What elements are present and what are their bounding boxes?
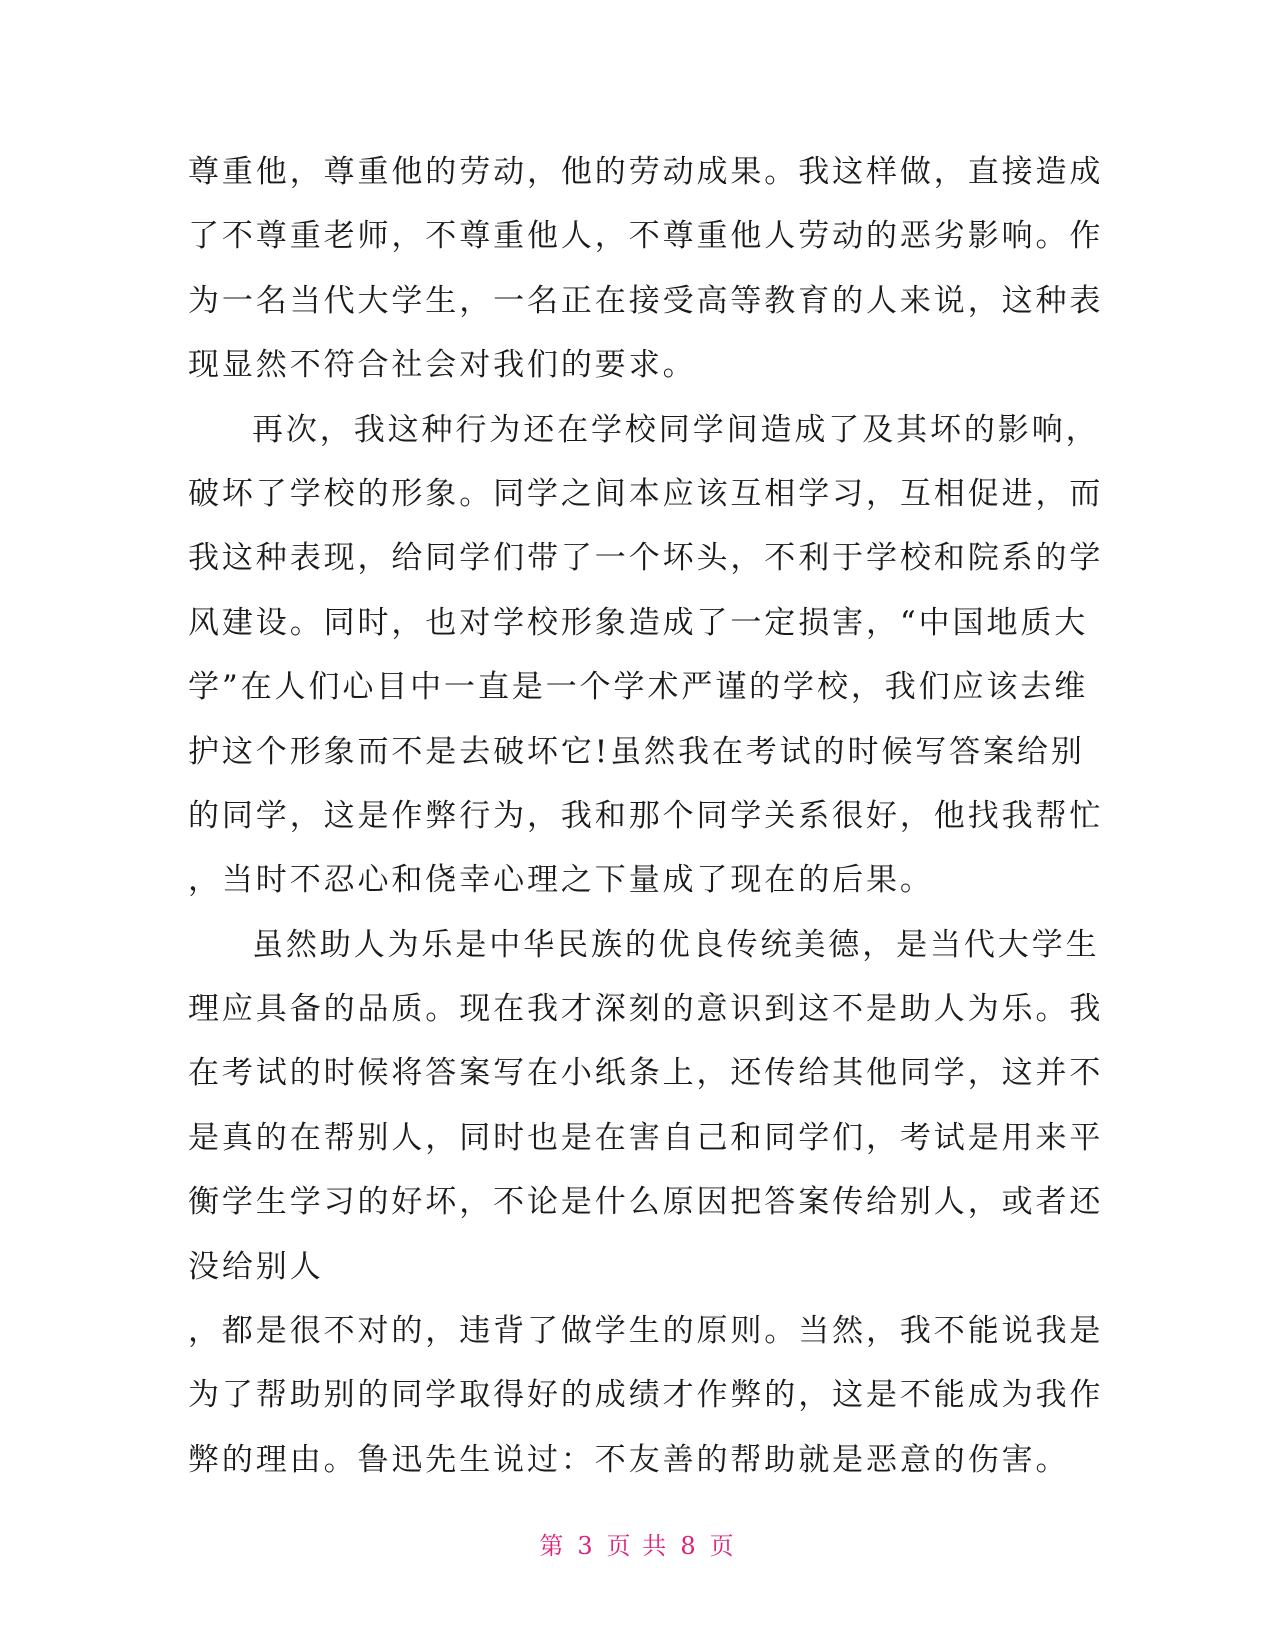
text-line: 破坏了学校的形象。同学之间本应该互相学习，互相促进，而 [188, 475, 1104, 512]
text-line: 尊重他，尊重他的劳动，他的劳动成果。我这样做，直接造成 [188, 154, 1104, 190]
footer-current-page: 3 [577, 1532, 595, 1560]
text-line: ，都是很不对的，违背了做学生的原则。当然，我不能说我是 [188, 1313, 1104, 1350]
text-line: 理应具备的品质。现在我才深刻的意识到这不是助人为乐。我 [188, 991, 1104, 1028]
text-line: 为一名当代大学生，一名正在接受高等教育的人来说，这种表 [188, 282, 1104, 319]
text-line: 没给别人 [188, 1248, 324, 1285]
text-line: 现显然不符合社会对我们的要求。 [188, 347, 697, 384]
document-body [188, 140, 1104, 1492]
paragraph-start-line: 虽然助人为乐是中华民族的优良传统美德，是当代大学生 [252, 926, 1100, 963]
footer-label-page: 第 [539, 1532, 566, 1560]
text-line: 衡学生学习的好坏，不论是什么原因把答案传给别人，或者还 [188, 1184, 1104, 1221]
page-footer [0, 1526, 1275, 1561]
text-line: 弊的理由。鲁迅先生说过：不友善的帮助就是恶意的伤害。 [188, 1441, 1070, 1478]
text-line: 在考试的时候将答案写在小纸条上，还传给其他同学，这并不 [188, 1055, 1104, 1092]
footer-label-end: 页 [709, 1532, 736, 1560]
text-line: 是真的在帮别人，同时也是在害自己和同学们，考试是用来平 [188, 1119, 1104, 1156]
footer-label-of: 页 共 [606, 1532, 669, 1560]
text-line: 学”在人们心目中一直是一个学术严谨的学校，我们应该去维 [188, 669, 1089, 706]
text-line: 我这种表现，给同学们带了一个坏头，不利于学校和院系的学 [188, 540, 1104, 577]
text-line: 的同学，这是作弊行为，我和那个同学关系很好，他找我帮忙 [188, 797, 1104, 834]
footer-total-pages: 8 [680, 1532, 698, 1560]
text-line: 风建设。同时，也对学校形象造成了一定损害，“中国地质大 [188, 604, 1089, 641]
text-line: ，当时不忍心和侥幸心理之下量成了现在的后果。 [188, 862, 934, 899]
paragraph-start-line: 再次，我这种行为还在学校同学间造成了及其坏的影响， [252, 411, 1100, 448]
text-line: 了不尊重老师，不尊重他人，不尊重他人劳动的恶劣影响。作 [188, 218, 1104, 255]
text-line: 为了帮助别的同学取得好的成绩才作弊的，这是不能成为我作 [188, 1377, 1104, 1414]
text-line: 护这个形象而不是去破坏它!虽然我在考试的时候写答案给别 [188, 733, 1085, 770]
